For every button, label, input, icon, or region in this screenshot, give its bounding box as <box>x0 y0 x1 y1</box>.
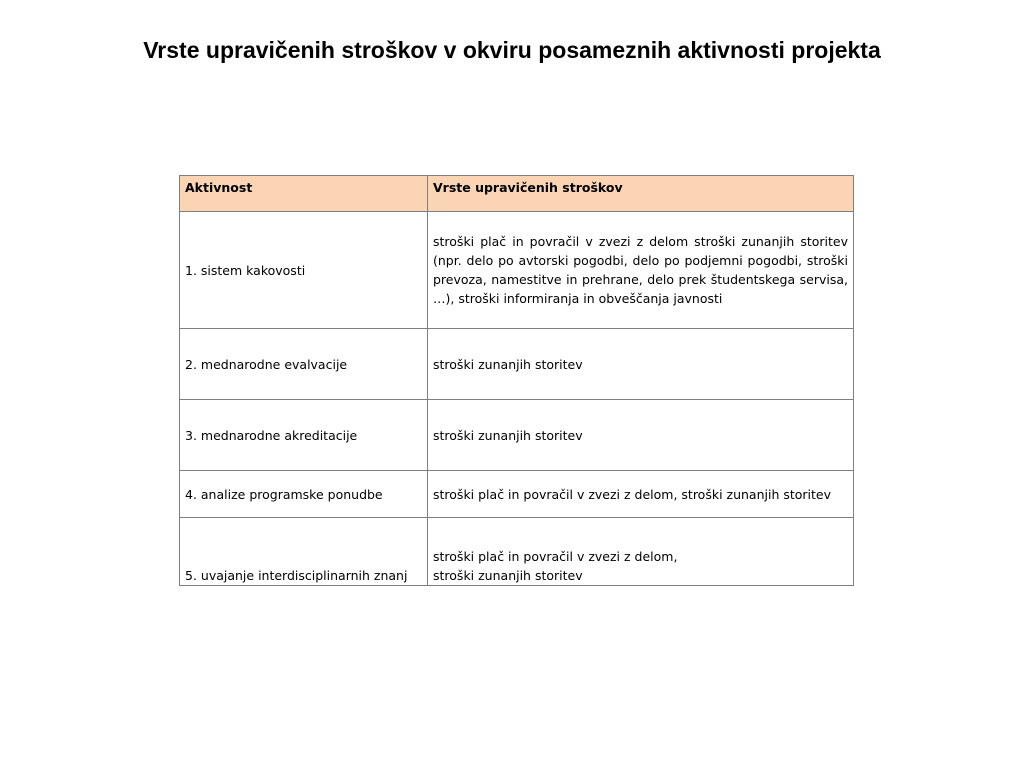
header-activity: Aktivnost <box>180 176 428 212</box>
costs-cell: stroški zunanjih storitev <box>428 400 854 471</box>
costs-cell: stroški plač in povračil v zvezi z delom stroški zunanjih storitev (npr. delo po avtorski pogodbi, delo po podjemni pogodbi, stroški prevoza, namestitve in prehrane, delo prek študentskega servisa, …), stroški informiranja in obveščanja javnosti <box>428 212 854 329</box>
table-row <box>180 518 854 586</box>
activity-cell: 1. sistem kakovosti <box>180 212 428 329</box>
table-row <box>180 329 854 400</box>
table-row <box>180 471 854 518</box>
costs-cell: stroški plač in povračil v zvezi z delom, stroški zunanjih storitev <box>428 471 854 518</box>
activity-cell: 4. analize programske ponudbe <box>180 471 428 518</box>
costs-cell: stroški zunanjih storitev <box>428 329 854 400</box>
activity-cell: 2. mednarodne evalvacije <box>180 329 428 400</box>
header-eligible-costs: Vrste upravičenih stroškov <box>428 176 854 212</box>
costs-line: stroški plač in povračil v zvezi z delom, <box>433 549 678 564</box>
eligible-costs-table <box>179 175 854 586</box>
table-row <box>180 400 854 471</box>
activity-cell: 5. uvajanje interdisciplinarnih znanj <box>180 518 428 586</box>
costs-line: stroški zunanjih storitev <box>433 568 583 583</box>
table-header-row <box>180 176 854 212</box>
table-row <box>180 212 854 329</box>
slide-title: Vrste upravičenih stroškov v okviru posameznih aktivnosti projekta <box>143 37 881 63</box>
activity-cell: 3. mednarodne akreditacije <box>180 400 428 471</box>
costs-cell <box>428 518 854 586</box>
